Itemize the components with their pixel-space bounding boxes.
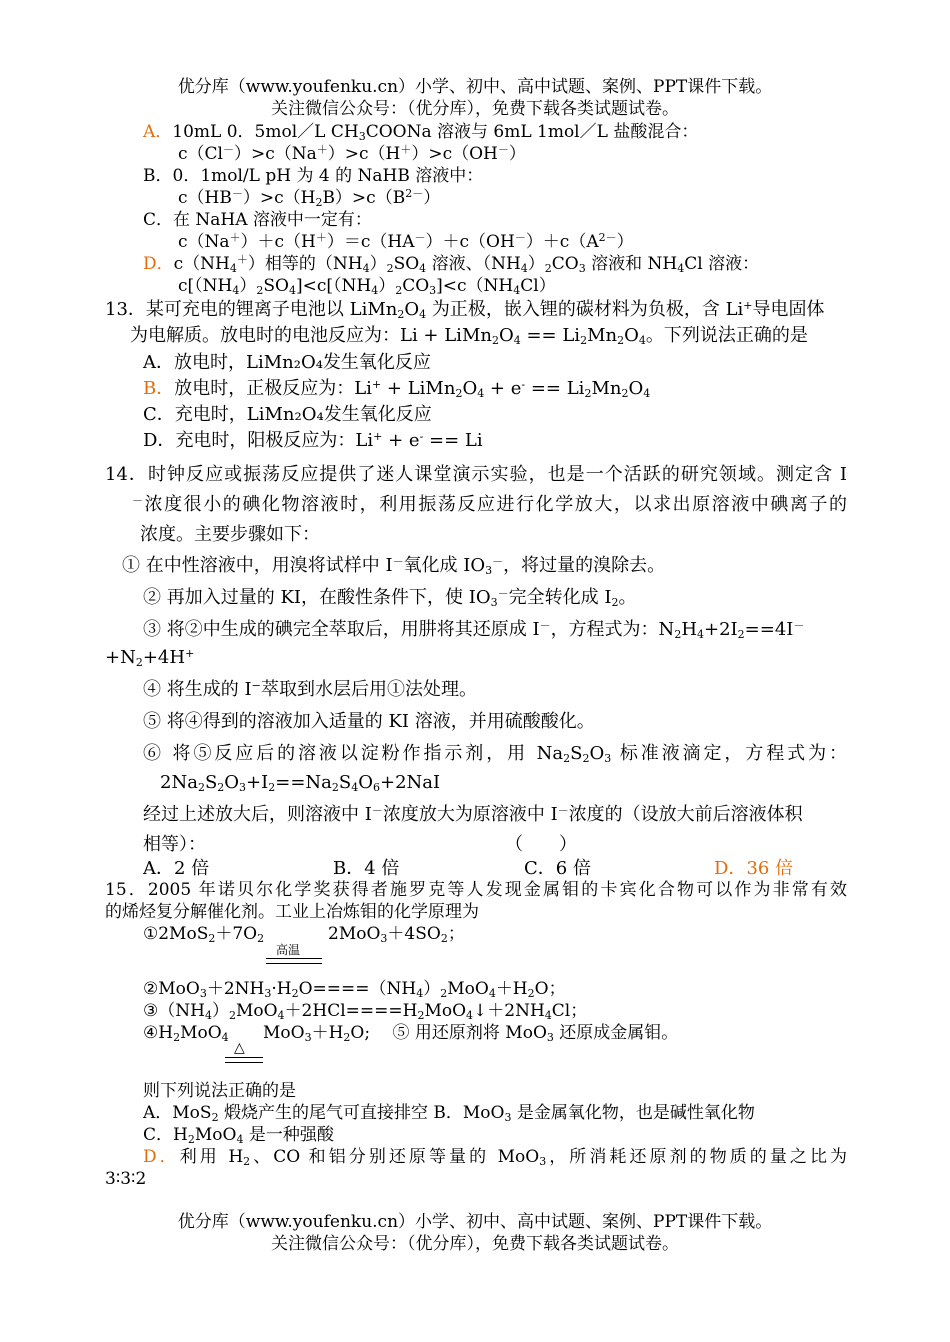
q12-option-a: A．10mL 0．5mol／L $CH_3COONa$ 溶液与 6mL 1mol／L 盐酸混合： bbox=[143, 122, 699, 143]
q14-step-5: ⑤ 将④得到的溶液加入适量的 KI 溶液，并用硫酸酸化。 bbox=[143, 711, 595, 732]
q14-equation: $2Na_2S_2O_3+I_2==Na_2S_4O_6+2NaI$ bbox=[160, 772, 441, 794]
q12-option-c-label: C． bbox=[143, 210, 174, 230]
q14-answer-bracket: （ ） bbox=[505, 834, 577, 855]
q12-option-d-label: D． bbox=[143, 254, 174, 274]
q15-stem-text-1: 2005 年诺贝尔化学奖获得者施罗克等人发现金属钼的卡宾化合物可以作为非常有效 bbox=[147, 880, 847, 900]
q15-option-d-cont: 3∶3∶2 bbox=[105, 1169, 147, 1189]
q14-option-a-text: 2 倍 bbox=[174, 858, 210, 879]
q15-stem-line-2: 的烯烃复分解催化剂。工业上冶炼钼的化学原理为 bbox=[105, 902, 479, 922]
q12-option-b-label: B． bbox=[143, 166, 173, 186]
q14-option-c bbox=[524, 857, 591, 881]
footer-line-1: 优分库（www.youfenku.cn）小学、初中、高中试题、案例、PPT课件下载。 bbox=[177, 1212, 773, 1232]
q15-option-d: D．利用 $H_2$、CO 和铝分别还原等量的 MoO$_3$，所消耗还原剂的物质的量之比为 bbox=[143, 1147, 848, 1168]
q15-condition-high-temp: 高温 bbox=[276, 943, 301, 957]
q14-step-3: ③ 将②中生成的碘完全萃取后，用肼将其还原成 I－，方程式为：$N_2H_4+2I_2==4I^-$ bbox=[143, 619, 805, 641]
q14-step-6: ⑥ 将⑤反应后的溶液以淀粉作指示剂，用 $Na_2S_2O_3$ 标准液滴定，方程式为： bbox=[143, 743, 847, 765]
q14-option-b-label: B． bbox=[333, 858, 365, 879]
q14-number: 14． bbox=[105, 464, 148, 485]
q15-reaction-4: $④H_2MoO_4$ bbox=[143, 1023, 229, 1044]
q14-step-1: ① 在中性溶液中，用溴将试样中 I－氧化成 $IO_3^-$，将过量的溴除去。 bbox=[122, 555, 666, 577]
q13-option-d: D．充电时，阳极反应为：Li+ + e- == Li bbox=[143, 430, 483, 451]
q15-stem-line-1 bbox=[105, 879, 847, 901]
q14-option-c-label: C． bbox=[524, 858, 556, 879]
q15-equals-sign-1 bbox=[266, 958, 322, 964]
header-line-1: 优分库（www.youfenku.cn）小学、初中、高中试题、案例、PPT课件下载。 bbox=[177, 77, 773, 97]
q14-option-c-text: 6 倍 bbox=[555, 858, 591, 879]
q13-option-b-label: B． bbox=[143, 378, 175, 399]
q15-option-c: C．$H_2MoO_4$ 是一种强酸 bbox=[143, 1125, 334, 1146]
q14-stem-line-3: 浓度。主要步骤如下： bbox=[140, 524, 320, 545]
q14-stem-line-1: 14．时钟反应或振荡反应提供了迷人课堂演示实验，也是一个活跃的研究领域。测定含 I bbox=[105, 464, 847, 485]
q14-option-d-label: D． bbox=[714, 858, 747, 879]
q15-option-ab: A．MoS$_2$ 煅烧产生的尾气可直接排空 B．MoO$_3$ 是金属氧化物，也是碱性氧化物 bbox=[143, 1103, 755, 1124]
q12-option-a-expr: c（Cl－）>c（Na＋）>c（H＋）>c（OH－） bbox=[178, 143, 526, 164]
q13-option-a-text: 放电时，LiMn₂O₄发生氧化反应 bbox=[174, 352, 431, 373]
q14-question-line-2: 相等）： bbox=[143, 834, 206, 855]
q14-stem-line-2: －浓度很小的碘化物溶液时，利用振荡反应进行化学放大，以求出原溶液中碘离子的 bbox=[132, 494, 847, 515]
q15-reaction-2: $②MoO_3+2NH_3\cdot H_2O====(NH_4)_2MoO_4+H_2O$； bbox=[143, 979, 566, 1000]
q15-question: 则下列说法正确的是 bbox=[143, 1081, 296, 1101]
q13-stem-line-1: 13．某可充电的锂离子电池以 $LiMn_2O_4$ 为正极，嵌入锂的碳材料为负极，含 Li+导电固体 bbox=[105, 299, 825, 321]
q13-option-c bbox=[143, 402, 432, 428]
q15-reaction-1-right: $2MoO_3+4SO_2$； bbox=[328, 924, 465, 945]
q15-equals-sign-2 bbox=[225, 1057, 263, 1063]
q12-option-a-label: A． bbox=[143, 122, 173, 142]
q14-option-b bbox=[333, 857, 399, 881]
q14-step-3-cont: $+N_2+4H^+$ bbox=[105, 647, 195, 669]
q15-number: 15． bbox=[105, 880, 148, 900]
q12-option-b: B．0．1mol/L pH 为 4 的 NaHB 溶液中： bbox=[143, 166, 484, 186]
q12-option-c-expr: $c(Na^+)+c(H^+)=c(HA^-)+c(OH^-)+c(A^{2-})$ bbox=[178, 231, 634, 252]
q14-option-a-label: A． bbox=[143, 858, 174, 879]
q12-option-c: C．在 NaHA 溶液中一定有： bbox=[143, 210, 372, 230]
q12-option-b-expr: $c(HB^-)>c(H_2B)>c(B^{2-})$ bbox=[178, 187, 441, 209]
q13-option-a bbox=[143, 350, 431, 376]
q15-reaction-1-left: $①2MoS_2+7O_2$ bbox=[143, 924, 265, 945]
q14-option-d bbox=[714, 857, 793, 881]
footer-line-2: 关注微信公众号：（优分库），免费下载各类试题试卷。 bbox=[271, 1234, 679, 1254]
q14-question-line-1: 经过上述放大后，则溶液中 I－浓度放大为原溶液中 I－浓度的（设放大前后溶液体积 bbox=[143, 804, 803, 825]
q14-option-b-text: 4 倍 bbox=[364, 858, 400, 879]
q12-option-d-expr: $c[(NH_4)_2SO_4]<c[(NH_4)_2CO_3]<c(NH_4Cl)$ bbox=[178, 276, 556, 297]
q13-option-a-label: A． bbox=[143, 352, 174, 373]
q14-step-2: ② 再加入过量的 KI，在酸性条件下，使 $IO_3^-$完全转化成 $I_2$。 bbox=[143, 587, 637, 609]
q15-option-c-label: C． bbox=[143, 1125, 174, 1145]
q13-option-d-label: D． bbox=[143, 430, 176, 451]
q14-option-d-text: 36 倍 bbox=[746, 858, 794, 879]
q15-option-d-label: D． bbox=[143, 1147, 180, 1167]
q15-reaction-3: $③(NH_4)_2MoO_4+2HCl====H_2MoO_4↓+2NH_4Cl$； bbox=[143, 1001, 588, 1022]
q13-number: 13． bbox=[105, 299, 146, 320]
q13-option-c-label: C． bbox=[143, 404, 175, 425]
q13-stem-line-2: 为电解质。放电时的电池反应为：$Li + LiMn_2O_4 == Li_2Mn_2O_4$。下列说法正确的是 bbox=[130, 325, 808, 347]
q13-option-c-text: 充电时，LiMn₂O₄发生氧化反应 bbox=[174, 404, 432, 425]
q14-step-4: ④ 将生成的 I⁻萃取到水层后用①法处理。 bbox=[143, 679, 478, 700]
header-line-2: 关注微信公众号：（优分库），免费下载各类试题试卷。 bbox=[271, 99, 679, 119]
q14-option-a bbox=[143, 857, 209, 881]
q13-option-b: B．放电时，正极反应为：$Li^+ + LiMn_2O_4 + e^- == Li_2Mn_2O_4$ bbox=[143, 378, 651, 400]
q15-reaction-4-right: $MoO_3+H_2O$; ⑤ 用还原剂将 MoO$_3$ 还原成金属钼。 bbox=[263, 1023, 679, 1044]
q12-option-d: D．$c(NH_4^+)$相等的$(NH_4)_2SO_4$ 溶液、$(NH_4)_2CO_3$ 溶液和 $NH_4Cl$ 溶液： bbox=[143, 253, 760, 275]
q15-condition-heat: △ bbox=[234, 1040, 245, 1056]
